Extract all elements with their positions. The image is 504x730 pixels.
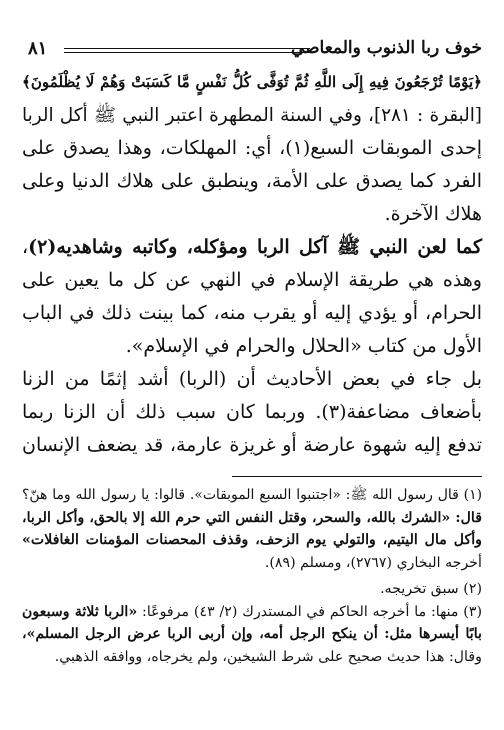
running-title: خوف ربا الذنوب والمعاصي bbox=[290, 38, 482, 58]
header-rule bbox=[64, 48, 310, 53]
page-number: ٨١ bbox=[28, 38, 48, 59]
footnote-3-line: وقال: هذا حديث صحيح على شرط الشيخين، ولم يخرجاه، ووافقه الذهبي. bbox=[54, 648, 482, 665]
footnote-3-prefix: (٣) منها: ما أخرجه الحاكم في المستدرك (٢/ ٤٣) مرفوعًا: bbox=[137, 603, 482, 620]
footnote-1-line: وأكل مال اليتيم، والتولي يوم الزحف، وقذف المحصنات المؤمنات الغافلات» bbox=[22, 532, 482, 548]
hadith-punctuation: ، bbox=[22, 236, 29, 258]
footnote-3-line bbox=[22, 601, 482, 624]
footnotes bbox=[22, 484, 482, 668]
main-text bbox=[22, 66, 482, 462]
footnote-3-line: بابًا أيسرها مثل: أن ينكح الرجل أمه، وإن أربى الربا عرض الرجل المسلم»، bbox=[22, 626, 482, 642]
footnote-1-source: أخرجه البخاري (٢٧٦٧)، ومسلم (٨٩). bbox=[264, 554, 482, 571]
footnote-separator bbox=[232, 476, 482, 477]
footnote-3-hadith: «الربا ثلاثة وسبعون bbox=[22, 603, 138, 620]
text-line: [البقرة : ٢٨١]، وفي السنة المطهرة اعتبر النبي ﷺ أكل الربا bbox=[22, 105, 482, 126]
text-line: تدفع إليه شهوة عارضة أو غريزة عارمة، قد يضعف الإنسان bbox=[22, 434, 482, 456]
text-line: وهذه هي طريقة الإسلام في النهي عن كل ما يعين على bbox=[22, 269, 482, 291]
text-line: بأضعاف مضاعفة(٣). وربما كان سبب ذلك أن الزنا ربما bbox=[22, 401, 482, 423]
text-line: إحدى الموبقات السبع(١)، أي: المهلكات، وهذا يصدق على bbox=[22, 137, 482, 159]
text-line: الفرد كما يصدق على الأمة، وينطبق على هلاك الدنيا وعلى bbox=[22, 170, 482, 192]
footnote-1-line: (١) قال رسول الله ﷺ: «اجتنبوا السبع الموبقات». قالوا: يا رسول الله وما هنّ؟ bbox=[22, 487, 482, 503]
text-line: الحرام، أو يؤدي إليه أو يقرب منه، كما بينت ذلك في الباب bbox=[22, 302, 482, 324]
text-line: هلاك الآخرة. bbox=[384, 203, 482, 225]
hadith-line bbox=[22, 231, 482, 264]
footnote-1-line: قال: «الشرك بالله، والسحر، وقتل النفس التي حرم الله إلا بالحق، وأكل الربا، bbox=[22, 509, 482, 526]
hadith-text: كما لعن النبي ﷺ آكل الربا ومؤكله، وكاتبه وشاهديه(٢) bbox=[28, 236, 482, 258]
text-line: بل جاء في بعض الأحاديث أن (الربا) أشد إثمًا من الزنا bbox=[22, 368, 482, 390]
text-line: الأول من كتاب «الحلال والحرام في الإسلام». bbox=[125, 335, 482, 357]
quran-verse: ﴿يَوْمًا تُرْجَعُونَ فِيهِ إِلَى اللَّهِ ثُمَّ تُوَفَّى كُلُّ نَفْسٍ مَّا كَسَبَتْ وَهُمْ لَا يُظْلَمُونَ﴾ bbox=[22, 73, 482, 91]
footnote-2: (٢) سبق تخريجه. bbox=[380, 581, 482, 597]
running-header bbox=[22, 38, 482, 64]
